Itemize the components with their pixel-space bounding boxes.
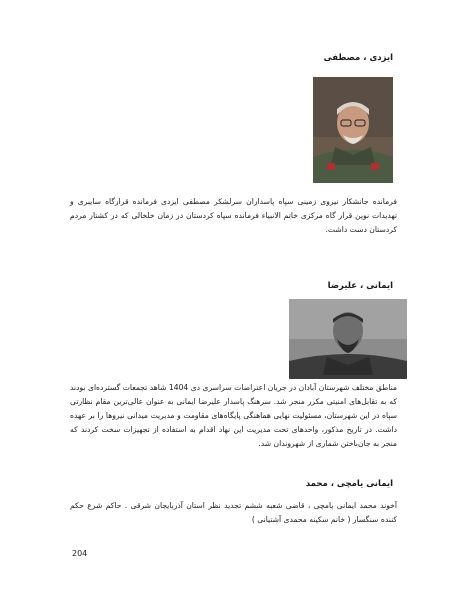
entry-bio-imani-yamchi: آخوند محمد ایمانی یامچی ، قاضی شعبه ششم تجدید نظر استان آذربایجان شرقی . حاکم شرع حکم کننده سنگسار ( خانم سکینه محمدی آشتیانی )	[70, 501, 397, 524]
entry-name-imani: ایمانی ، علیرضا	[327, 281, 393, 291]
entry-bio-izadi: فرمانده جانشکار نیروی زمینی سپاه پاسداران سرلشکر مصطفی ایزدی فرمانده قرارگاه سایبری و تهدیدات نوین قرار گاه مرکزی خاتم الانبیاء فرمانده سپاه کردستان در زمان خلخالی که در کشتار مردم کردستان دست داشت.	[70, 197, 397, 234]
entry-bio-imani: مناطق مختلف شهرستان آبادان در جریان اعتراضات سراسری دی 1404 شاهد تجمعات گسترده‌ای بودند که به تقابل‌های امنیتی مکرر منجر شد. سرهنگ پاسدار علیرضا ایمانی به عنوان عالی‌ترین مقام نظارتی سپاه در این شهرستان، مسئولیت نهایی هماهنگی پایگاه‌های مقاومت و مدیریت میدانی نیروها را بر عهده داشت. در تاریخ مذکور، واحدهای تحت مدیریت این نهاد اقدام به استفاده از تجهیزات سخت کردند که منجر به جان‌باختن شماری از شهروندان شد.	[70, 383, 397, 448]
portrait-photo-imani	[289, 299, 407, 379]
entry-name-izadi: ایزدی ، مصطفی	[323, 53, 393, 63]
entry-name-imani-yamchi: ایمانی یامچی ، محمد	[305, 479, 393, 489]
portrait-photo-izadi	[313, 77, 393, 183]
page-number: 204	[72, 549, 88, 558]
